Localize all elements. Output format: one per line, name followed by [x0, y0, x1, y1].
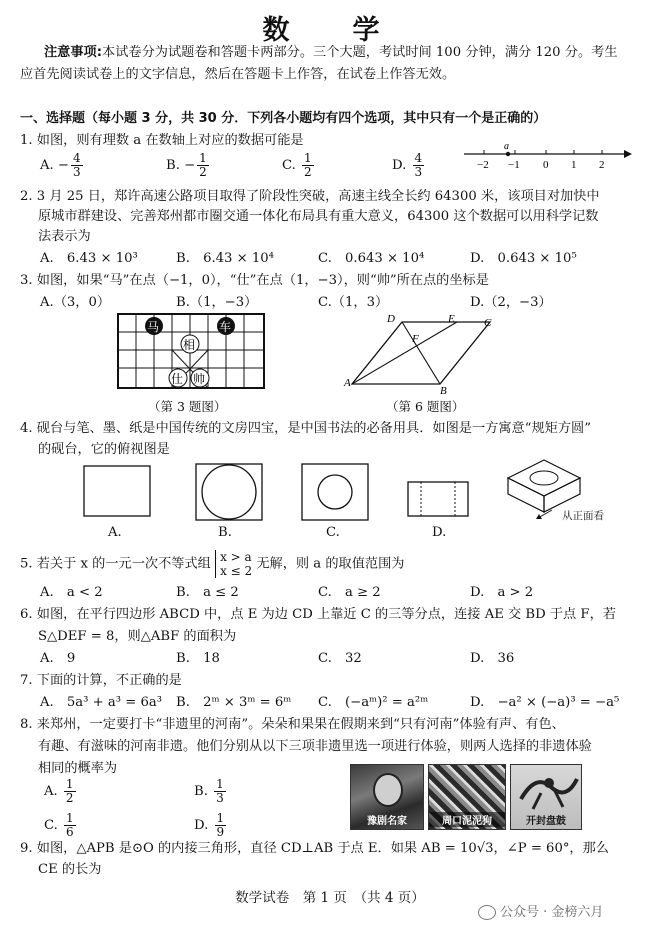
q2-option-d: D. 0.643 × 10⁵	[470, 251, 577, 266]
q1-c-numerator: 1	[304, 151, 312, 165]
q1-d-denominator: 3	[414, 165, 423, 179]
q2-line-2: 原城市群建设、完善郑州都市圈交通一体化布局具有重大意义，64300 这个数据可以用科学记数	[38, 209, 599, 224]
q1-option-c	[282, 152, 316, 179]
q4-option-d-figure	[404, 478, 474, 520]
q3-stem: 3. 如图，如果“马”在点（−1，0），“仕”在点（1，−3），则“帅”所在点的坐标是	[20, 273, 489, 288]
q8-c-denominator: 6	[66, 825, 74, 839]
q8-line-3: 相同的概率为	[38, 761, 118, 776]
q5-inequality-row-1: x > a	[220, 550, 252, 564]
q8-c-numerator: 1	[66, 811, 74, 825]
q1-axis-tick-label: 2	[599, 159, 605, 171]
q8-b-label: B.	[194, 784, 208, 799]
q8-photo-drum-dancer	[511, 769, 581, 813]
q7-stem: 7. 下面的计算，不正确的是	[20, 673, 182, 688]
q1-a-denominator: 3	[72, 165, 81, 179]
q1-stem: 1. 如图，则有理数 a 在数轴上对应的数据可能是	[20, 133, 304, 148]
q5-stem-pre: 5. 若关于 x 的一元一次不等式组	[20, 556, 211, 572]
q8-a-denominator: 2	[65, 791, 74, 805]
q8-photo-caption-nini-dog: 周口泥泥狗	[429, 812, 505, 827]
q8-option-b	[194, 778, 228, 805]
q8-d-fraction	[215, 812, 227, 839]
q8-a-label: A.	[44, 784, 58, 799]
q8-b-denominator: 3	[216, 791, 224, 805]
q6-figure-caption: （第 6 题图）	[386, 399, 465, 414]
q6-option-b: B. 18	[176, 651, 220, 666]
q6-option-c: C. 32	[318, 651, 362, 666]
q3-piece-ma: 马	[147, 320, 160, 334]
q2-line-3: 法表示为	[38, 229, 91, 244]
q2-option-a: A. 6.43 × 10³	[40, 251, 138, 266]
q5-option-a: A. a < 2	[40, 585, 103, 600]
q1-a-sign: −	[57, 158, 69, 173]
q3-piece-xiang: 相	[183, 338, 196, 352]
q6-label-e: E	[448, 313, 455, 325]
q7-option-a: A. 5a³ + a³ = 6a³	[40, 695, 162, 710]
q8-c-label: C.	[44, 818, 58, 833]
q4-line-2: 的砚台，它的俯视图是	[38, 442, 170, 457]
watermark	[478, 901, 603, 920]
q3-piece-che: 车	[219, 320, 232, 334]
q1-a-numerator: 4	[72, 151, 81, 165]
q4-label-c: C.	[326, 525, 340, 540]
q2-option-c: C. 0.643 × 10⁴	[318, 251, 425, 266]
q3-option-a: A.（3，0）	[40, 295, 111, 310]
q6-parallelogram-figure	[340, 312, 510, 398]
q3-option-d: D.（2，−3）	[470, 295, 552, 310]
q8-photo-caption-opera: 豫剧名家	[367, 816, 407, 827]
q8-a-fraction	[64, 778, 76, 805]
q8-photo-opera	[350, 764, 424, 830]
q1-d-fraction	[413, 152, 425, 179]
q1-c-label: C.	[282, 158, 296, 173]
q1-a-label: A.	[40, 158, 54, 173]
q1-axis-tick-label: 0	[543, 159, 549, 171]
q1-a-fraction	[71, 152, 83, 179]
q1-b-fraction	[197, 152, 209, 179]
q1-axis-tick-label: −1	[508, 159, 520, 171]
q5-option-d: D. a > 2	[470, 585, 534, 600]
q1-b-numerator: 1	[199, 151, 207, 165]
q4-option-b-figure	[192, 460, 272, 522]
q5-inequality-system	[215, 550, 252, 578]
q8-option-c	[44, 812, 78, 839]
q6-option-d: D. 36	[470, 651, 515, 666]
q1-b-label: B.	[166, 158, 180, 173]
page-title: 数 学	[262, 15, 398, 46]
q3-option-b: B.（1，−3）	[176, 295, 258, 310]
q5-option-c: C. a ≥ 2	[318, 585, 381, 600]
notice-line-1	[44, 44, 618, 62]
q7-option-c: C. (−aᵐ)² = a²ᵐ	[318, 695, 429, 710]
wechat-icon	[478, 905, 496, 920]
q6-label-f: F	[412, 333, 419, 345]
q5-option-b: B. a ≤ 2	[176, 585, 239, 600]
q8-line-1: 8. 来郑州，一定要打卡“非遗里的河南”。朵朵和果果在假期来到“只有河南”体验有声、有色、	[20, 717, 565, 732]
q8-a-numerator: 1	[65, 777, 74, 791]
q9-line-1: 9. 如图，△APB 是⊙O 的内接三角形，直径 CD⊥AB 于点 E．如果 AB = 10√3，∠P = 60°，那么	[20, 841, 609, 856]
q8-option-a	[44, 778, 78, 805]
q6-label-d: D	[387, 313, 395, 325]
q1-d-numerator: 4	[414, 151, 423, 165]
q1-option-b	[166, 152, 211, 179]
notice-line-2: 应首先阅读试卷上的文字信息，然后在答题卡上作答，在试卷上作答无效。	[20, 67, 456, 82]
q1-axis-tick-label: 1	[571, 159, 577, 171]
q3-option-c: C.（1，3）	[318, 295, 389, 310]
q3-chessboard-figure	[116, 312, 268, 392]
q4-option-a-figure	[80, 462, 160, 520]
q8-d-label: D.	[194, 818, 209, 833]
q9-line-2: CE 的长为	[38, 862, 102, 877]
q6-option-a: A. 9	[40, 651, 76, 666]
q1-number-line	[462, 140, 632, 176]
q1-option-a	[40, 152, 85, 179]
q4-front-view-note: 从正面看	[562, 510, 604, 522]
q8-line-2: 有趣、有滋味的河南非遗。他们分别从以下三项非遗里选一项进行体验，则两人选择的非遗体验	[38, 739, 592, 754]
q8-b-numerator: 1	[216, 777, 224, 791]
page-footer: 数学试卷 第 1 页 （共 4 页）	[235, 890, 425, 906]
q8-c-fraction	[64, 812, 76, 839]
section-1-heading: 一、选择题（每小题 3 分，共 30 分．下列各小题均有四个选项，其中只有一个是正确的）	[20, 111, 547, 126]
q8-d-numerator: 1	[216, 811, 225, 825]
q2-line-1: 2. 3 月 25 日，郑许高速公路项目取得了阶段性突破，高速主线全长约 64300 米，该项目对加快中	[20, 189, 600, 204]
q1-b-denominator: 2	[199, 165, 207, 179]
q8-photo-drum	[510, 764, 582, 830]
q1-b-sign: −	[184, 158, 196, 173]
q8-photo-opera-figure	[373, 773, 403, 807]
q4-label-a: A.	[108, 525, 122, 540]
q7-option-d: D. −a² × (−a)³ = −a⁵	[470, 695, 620, 710]
q3-piece-shuai: 帅	[193, 372, 206, 386]
q1-axis-tick-label: −2	[477, 159, 489, 171]
q5-stem	[20, 550, 404, 578]
q4-line-1: 4. 砚台与笔、墨、纸是中国传统的文房四宝，是中国书法的必备用具．如图是一方寓意“规矩方圆”	[20, 421, 591, 436]
q1-option-d	[392, 152, 426, 179]
q5-stem-post: 无解，则 a 的取值范围为	[256, 556, 405, 572]
q4-label-b: B.	[218, 525, 232, 540]
q1-c-denominator: 2	[304, 165, 312, 179]
q1-axis-point-label: a	[504, 141, 509, 152]
q1-c-fraction	[302, 152, 314, 179]
notice-label: 注意事项:	[44, 45, 103, 60]
notice-text-1: 本试卷分为试题卷和答题卡两部分。三个大题，考试时间 100 分钟，满分 120 分。考生	[102, 45, 618, 60]
q8-d-denominator: 9	[216, 825, 225, 839]
q7-option-b: B. 2ᵐ × 3ᵐ = 6ᵐ	[176, 695, 292, 710]
q6-label-a: A	[344, 377, 351, 389]
watermark-text: 公众号 · 金榜六月	[500, 905, 604, 920]
q8-photo-caption-drum: 开封盘鼓	[526, 816, 566, 827]
q2-option-b: B. 6.43 × 10⁴	[176, 251, 274, 266]
q8-option-d	[194, 812, 228, 839]
q6-label-b: B	[440, 385, 447, 397]
q3-piece-shi: 仕	[171, 372, 184, 386]
q5-inequality-row-2: x ≤ 2	[220, 564, 253, 578]
q1-d-label: D.	[392, 158, 407, 173]
q6-label-c: C	[484, 317, 492, 329]
q4-label-d: D.	[432, 525, 447, 540]
q3-figure-caption: （第 3 题图）	[148, 399, 227, 414]
q8-photo-nini-dog	[428, 764, 506, 830]
q6-line-1: 6. 如图，在平行四边形 ABCD 中，点 E 为边 CD 上靠近 C 的三等分点，连接 AE 交 BD 于点 F，若	[20, 607, 616, 622]
q4-option-c-figure	[298, 460, 378, 522]
q6-line-2: S△DEF = 8，则△ABF 的面积为	[38, 629, 237, 644]
q8-b-fraction	[214, 778, 226, 805]
